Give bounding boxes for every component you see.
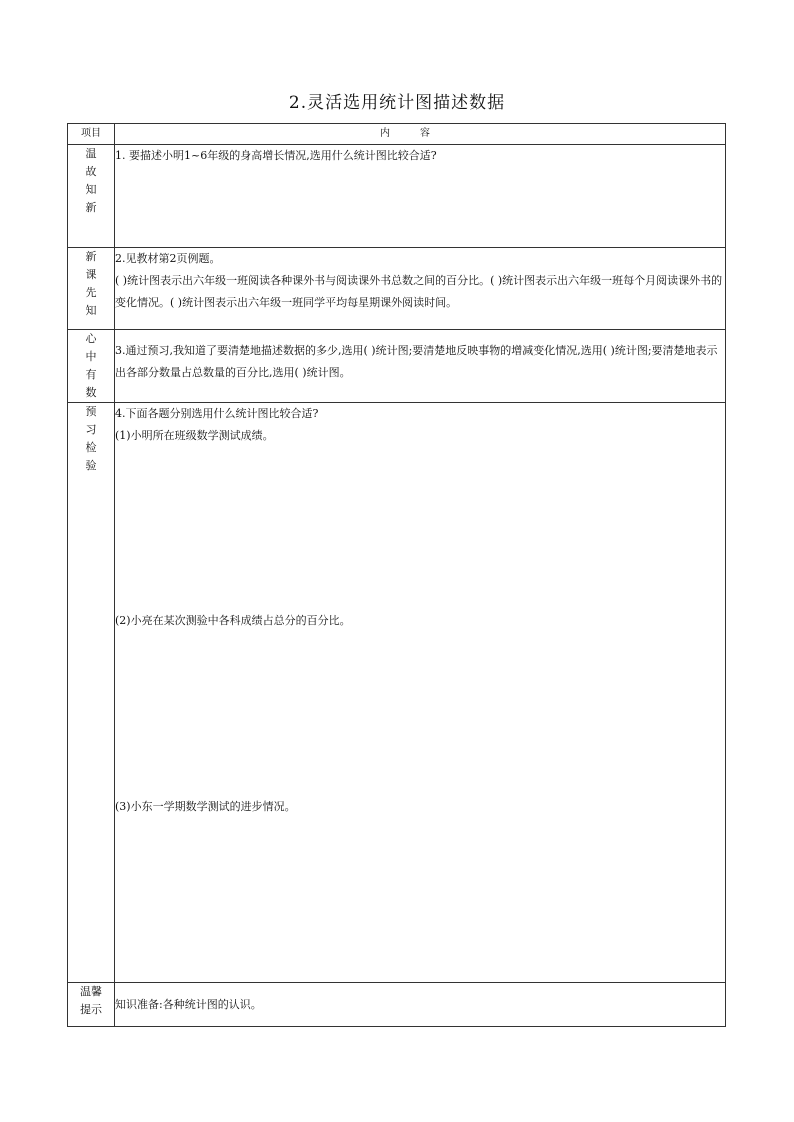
question-4	[115, 403, 726, 983]
row-tip	[68, 983, 726, 1027]
question-4-item-2: (2)小亮在某次测验中各科成绩占总分的百分比。	[115, 614, 351, 627]
question-1: 1. 要描述小明1~6年级的身高增长情况,选用什么统计图比较合适?	[115, 145, 726, 248]
question-4-intro: 4.下面各题分别选用什么统计图比较合适?	[115, 407, 319, 420]
worksheet-table	[67, 123, 726, 1027]
header-row	[68, 124, 726, 145]
label-check: 预 习 检 验	[68, 403, 115, 983]
header-content: 内容	[115, 124, 726, 145]
label-tip: 温馨 提示	[68, 983, 115, 1027]
question-2-body: ( )统计图表示出六年级一班阅读各种课外书与阅读课外书总数之间的百分比。( )统计图表示出六年级一班每个月阅读课外书的变化情况。( )统计图表示出六年级一班同学平均每星期课外阅读时间。	[115, 274, 723, 309]
question-2	[115, 248, 726, 330]
row-review	[68, 145, 726, 248]
question-3: 3.通过预习,我知道了要清楚地描述数据的多少,选用( )统计图;要清楚地反映事物的增减变化情况,选用( )统计图;要清楚地表示出各部分数量占总数量的百分比,选用( )统计图。	[115, 330, 726, 403]
label-preview: 新 课 先 知	[68, 248, 115, 330]
question-2-title: 2.见教材第2页例题。	[115, 252, 221, 265]
row-mind	[68, 330, 726, 403]
row-check	[68, 403, 726, 983]
question-4-item-3: (3)小东一学期数学测试的进步情况。	[115, 800, 296, 813]
row-preview	[68, 248, 726, 330]
question-4-item-1: (1)小明所在班级数学测试成绩。	[115, 429, 274, 442]
page-title: 2.灵活选用统计图描述数据	[288, 93, 506, 113]
label-review: 温 故 知 新	[68, 145, 115, 248]
label-mind: 心 中 有 数	[68, 330, 115, 403]
tip-text: 知识准备:各种统计图的认识。	[115, 983, 726, 1027]
header-item: 项目	[68, 124, 115, 145]
